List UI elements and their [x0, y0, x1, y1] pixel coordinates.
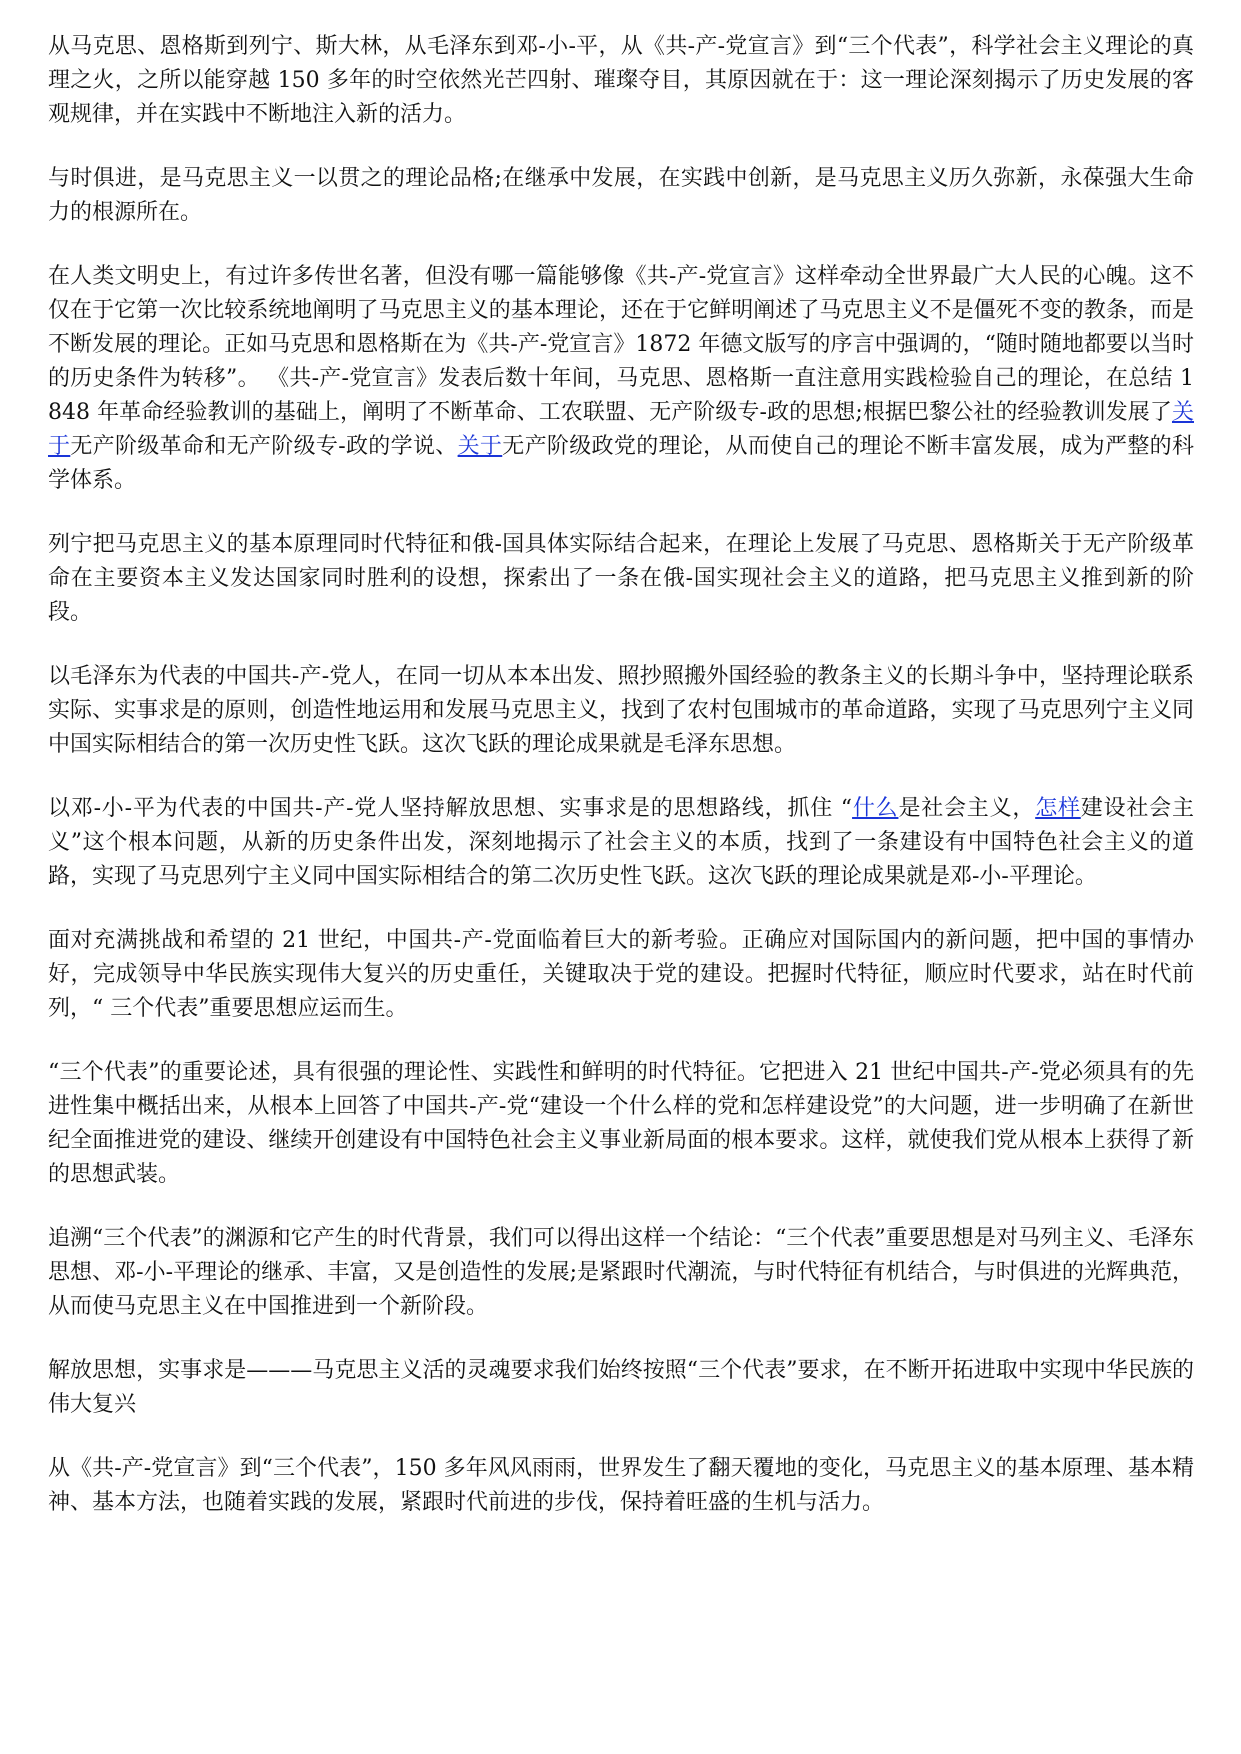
paragraph-text: 建设社会主义”这个根本问题，从新的历史条件出发，深刻地揭示了社会主义的本质，找到了一条建设有中国特色社会主义的道路，实现了马克思列宁主义同中国实际相结合的第二次历史性飞跃。这次飞跃的理论成果就是邓-小-平理论。 — [48, 796, 1194, 889]
paragraph-text: 面对充满挑战和希望的 21 世纪，中国共-产-党面临着巨大的新考验。正确应对国际国内的新问题，把中国的事情办好，完成领导中华民族实现伟大复兴的历史重任，关键取决于党的建设。把握时代特征，顺应时代要求，站在时代前列，“ 三个代表”重要思想应运而生。 — [48, 928, 1194, 1021]
paragraph-text: 与时俱进，是马克思主义一以贯之的理论品格;在继承中发展，在实践中创新，是马克思主义历久弥新，永葆强大生命力的根源所在。 — [48, 166, 1194, 225]
paragraph — [48, 260, 1194, 498]
paragraph-text: 以邓-小-平为代表的中国共-产-党人坚持解放思想、实事求是的思想路线，抓住 “ — [48, 796, 853, 821]
inline-link[interactable]: 关于 — [457, 434, 503, 459]
inline-link[interactable]: 关于 — [48, 400, 1194, 459]
paragraph — [48, 1056, 1194, 1192]
paragraph — [48, 162, 1194, 230]
paragraph — [48, 30, 1194, 132]
paragraph-text: “三个代表”的重要论述，具有很强的理论性、实践性和鲜明的时代特征。它把进入 21 世纪中国共-产-党必须具有的先进性集中概括出来，从根本上回答了中国共-产-党“建设一个什么样的党和怎样建设党”的大问题，进一步明确了在新世纪全面推进党的建设、继续开创建设有中国特色社会主义事业新局面的根本要求。这样，就使我们党从根本上获得了新的思想武装。 — [48, 1060, 1194, 1187]
paragraph — [48, 924, 1194, 1026]
paragraph-text: 从马克思、恩格斯到列宁、斯大林，从毛泽东到邓-小-平，从《共-产-党宣言》到“三个代表”，科学社会主义理论的真理之火，之所以能穿越 150 多年的时空依然光芒四射、璀璨夺目，其原因就在于：这一理论深刻揭示了历史发展的客观规律，并在实践中不断地注入新的活力。 — [48, 34, 1194, 127]
paragraph-text: 解放思想，实事求是———马克思主义活的灵魂要求我们始终按照“三个代表”要求，在不断开拓进取中实现中华民族的伟大复兴 — [48, 1358, 1194, 1417]
paragraph — [48, 528, 1194, 630]
paragraph-text: 在人类文明史上，有过许多传世名著，但没有哪一篇能够像《共-产-党宣言》这样牵动全世界最广大人民的心魄。这不仅在于它第一次比较系统地阐明了马克思主义的基本理论，还在于它鲜明阐述了马克思主义不是僵死不变的教条，而是不断发展的理论。正如马克思和恩格斯在为《共-产-党宣言》1872 年德文版写的序言中强调的，“随时随地都要以当时的历史条件为转移”。 《共-产-党宣言》发表后数十年间，马克思、恩格斯一直注意用实践检验自己的理论，在总结 1848 年革命经验教训的基础上，阐明了不断革命、工农联盟、无产阶级专-政的思想;根据巴黎公社的经验教训发展了 — [48, 264, 1194, 425]
paragraph — [48, 660, 1194, 762]
paragraph — [48, 1452, 1194, 1520]
paragraph-text: 无产阶级革命和无产阶级专-政的学说、 — [70, 434, 458, 459]
document-body — [48, 30, 1194, 1550]
paragraph — [48, 1354, 1194, 1422]
paragraph — [48, 1222, 1194, 1324]
inline-link[interactable]: 怎样 — [1035, 796, 1081, 821]
paragraph-text: 是社会主义， — [898, 796, 1036, 821]
paragraph-text: 无产阶级政党的理论，从而使自己的理论不断丰富发展，成为严整的科学体系。 — [48, 434, 1194, 493]
paragraph-text: 列宁把马克思主义的基本原理同时代特征和俄-国具体实际结合起来，在理论上发展了马克思、恩格斯关于无产阶级革命在主要资本主义发达国家同时胜利的设想，探索出了一条在俄-国实现社会主义的道路，把马克思主义推到新的阶段。 — [48, 532, 1194, 625]
paragraph-text: 从《共-产-党宣言》到“三个代表”，150 多年风风雨雨，世界发生了翻天覆地的变化，马克思主义的基本原理、基本精神、基本方法，也随着实践的发展，紧跟时代前进的步伐，保持着旺盛的生机与活力。 — [48, 1456, 1194, 1515]
paragraph-text: 以毛泽东为代表的中国共-产-党人，在同一切从本本出发、照抄照搬外国经验的教条主义的长期斗争中，坚持理论联系实际、实事求是的原则，创造性地运用和发展马克思主义，找到了农村包围城市的革命道路，实现了马克思列宁主义同中国实际相结合的第一次历史性飞跃。这次飞跃的理论成果就是毛泽东思想。 — [48, 664, 1194, 757]
paragraph-text: 追溯“三个代表”的渊源和它产生的时代背景，我们可以得出这样一个结论：“三个代表”重要思想是对马列主义、毛泽东思想、邓-小-平理论的继承、丰富，又是创造性的发展;是紧跟时代潮流，与时代特征有机结合，与时俱进的光辉典范，从而使马克思主义在中国推进到一个新阶段。 — [48, 1226, 1194, 1319]
paragraph — [48, 792, 1194, 894]
inline-link[interactable]: 什么 — [852, 796, 899, 821]
